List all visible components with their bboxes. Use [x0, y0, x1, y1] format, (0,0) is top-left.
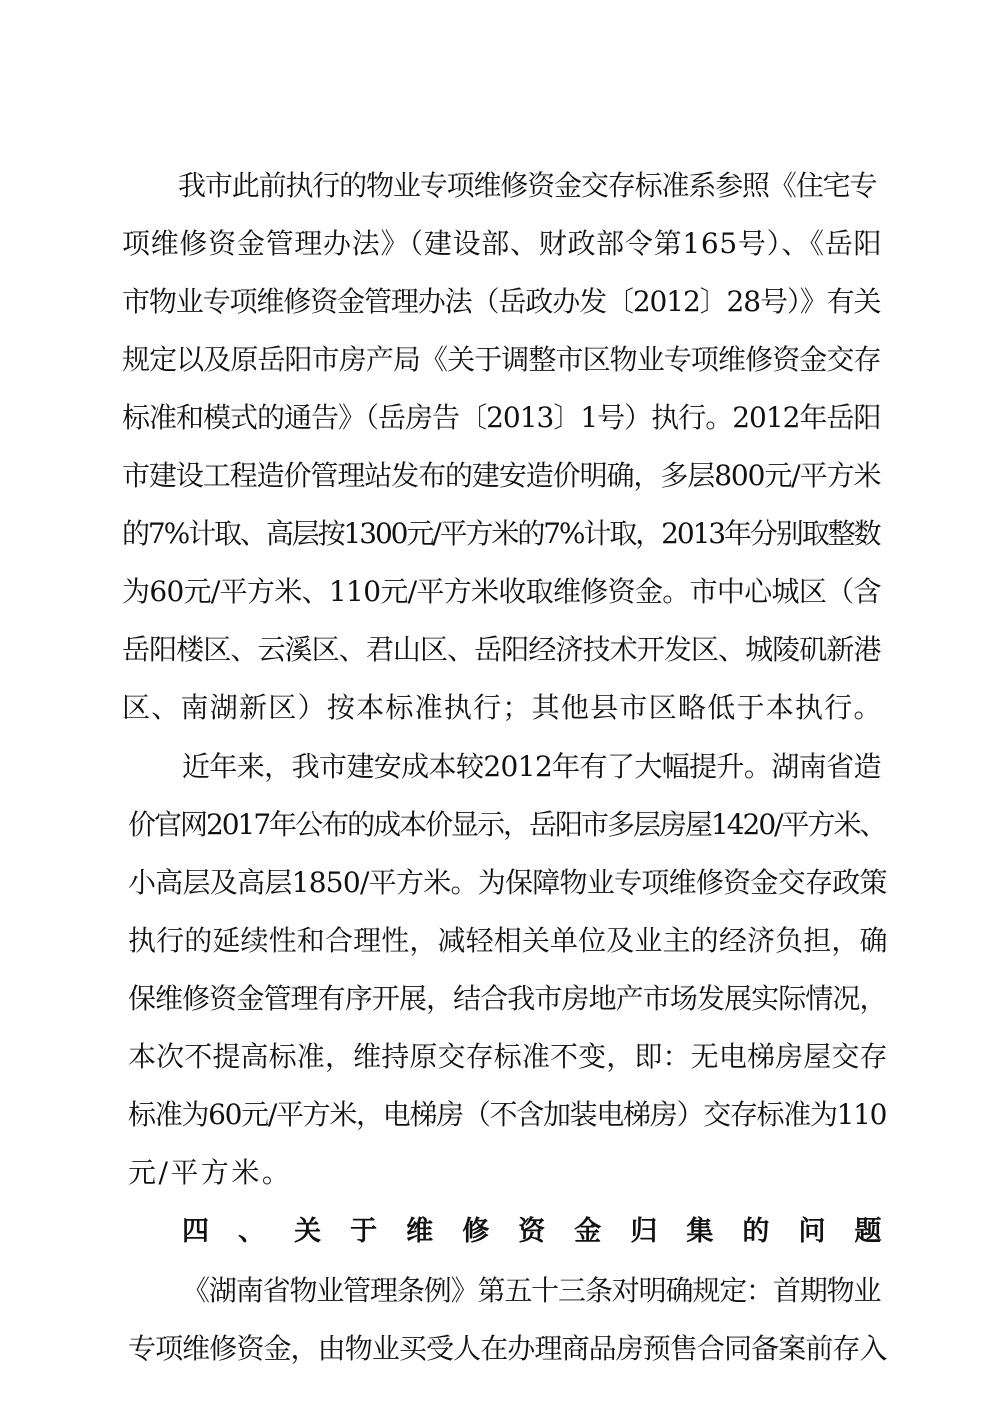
- paragraph-1-line-5: 标准和模式的通告》（岳房告〔2013〕1号）执行。2012年岳阳: [122, 401, 881, 434]
- paragraph-1-line-10: 区、南湖新区）按本标准执行；其他县市区略低于本执行。: [122, 691, 883, 724]
- paragraph-1-line-3: 市物业专项维修资金管理办法（岳政办发〔2012〕28号）》有关: [122, 285, 881, 318]
- paragraph-1-line-6: 市建设工程造价管理站发布的建安造价明确，多层800元/平方米: [122, 459, 881, 492]
- paragraph-3-line-2: 专项维修资金，由物业买受人在办理商品房预售合同备案前存入: [128, 1332, 887, 1365]
- paragraph-2-line-4: 执行的延续性和合理性，减轻相关单位及业主的经济负担，确: [128, 924, 888, 957]
- paragraph-2-line-2: 价官网2017年公布的成本价显示，岳阳市多层房屋1420/平方米、: [128, 808, 886, 841]
- paragraph-1-line-9: 岳阳楼区、云溪区、君山区、岳阳经济技术开发区、城陵矶新港: [122, 633, 881, 666]
- paragraph-1-line-2: 项维修资金管理办法》（建设部、财政部令第165号）、《岳阳: [122, 227, 883, 260]
- paragraph-2-line-5: 保维修资金管理有序开展，结合我市房地产市场发展实际情况，: [128, 982, 887, 1015]
- paragraph-3-line-1: 《湖南省物业管理条例》第五十三条对明确规定：首期物业: [182, 1274, 881, 1307]
- paragraph-1-line-1: 我市此前执行的物业专项维修资金交存标准系参照《住宅专: [178, 169, 877, 202]
- paragraph-2-line-7: 标准为60元/平方米，电梯房（不含加装电梯房）交存标准为110: [128, 1098, 887, 1131]
- paragraph-2-line-8: 元/平方米。: [128, 1156, 293, 1189]
- paragraph-1-line-8: 为60元/平方米、110元/平方米收取维修资金。市中心城区（含: [122, 575, 881, 608]
- paragraph-2-line-3: 小高层及高层1850/平方米。为保障物业专项维修资金交存政策: [128, 866, 887, 899]
- paragraph-1-line-7: 的7%计取、高层按1300元/平方米的7%计取，2013年分别取整数: [122, 517, 880, 550]
- paragraph-2-line-6: 本次不提高标准，维持原交存标准不变，即：无电梯房屋交存: [128, 1040, 888, 1073]
- section-heading: 四、关于维修资金归集的问题: [182, 1216, 911, 1247]
- paragraph-1-line-4: 规定以及原岳阳市房产局《关于调整市区物业专项维修资金交存: [122, 343, 881, 376]
- paragraph-2-line-1: 近年来，我市建安成本较2012年有了大幅提升。湖南省造: [182, 750, 881, 783]
